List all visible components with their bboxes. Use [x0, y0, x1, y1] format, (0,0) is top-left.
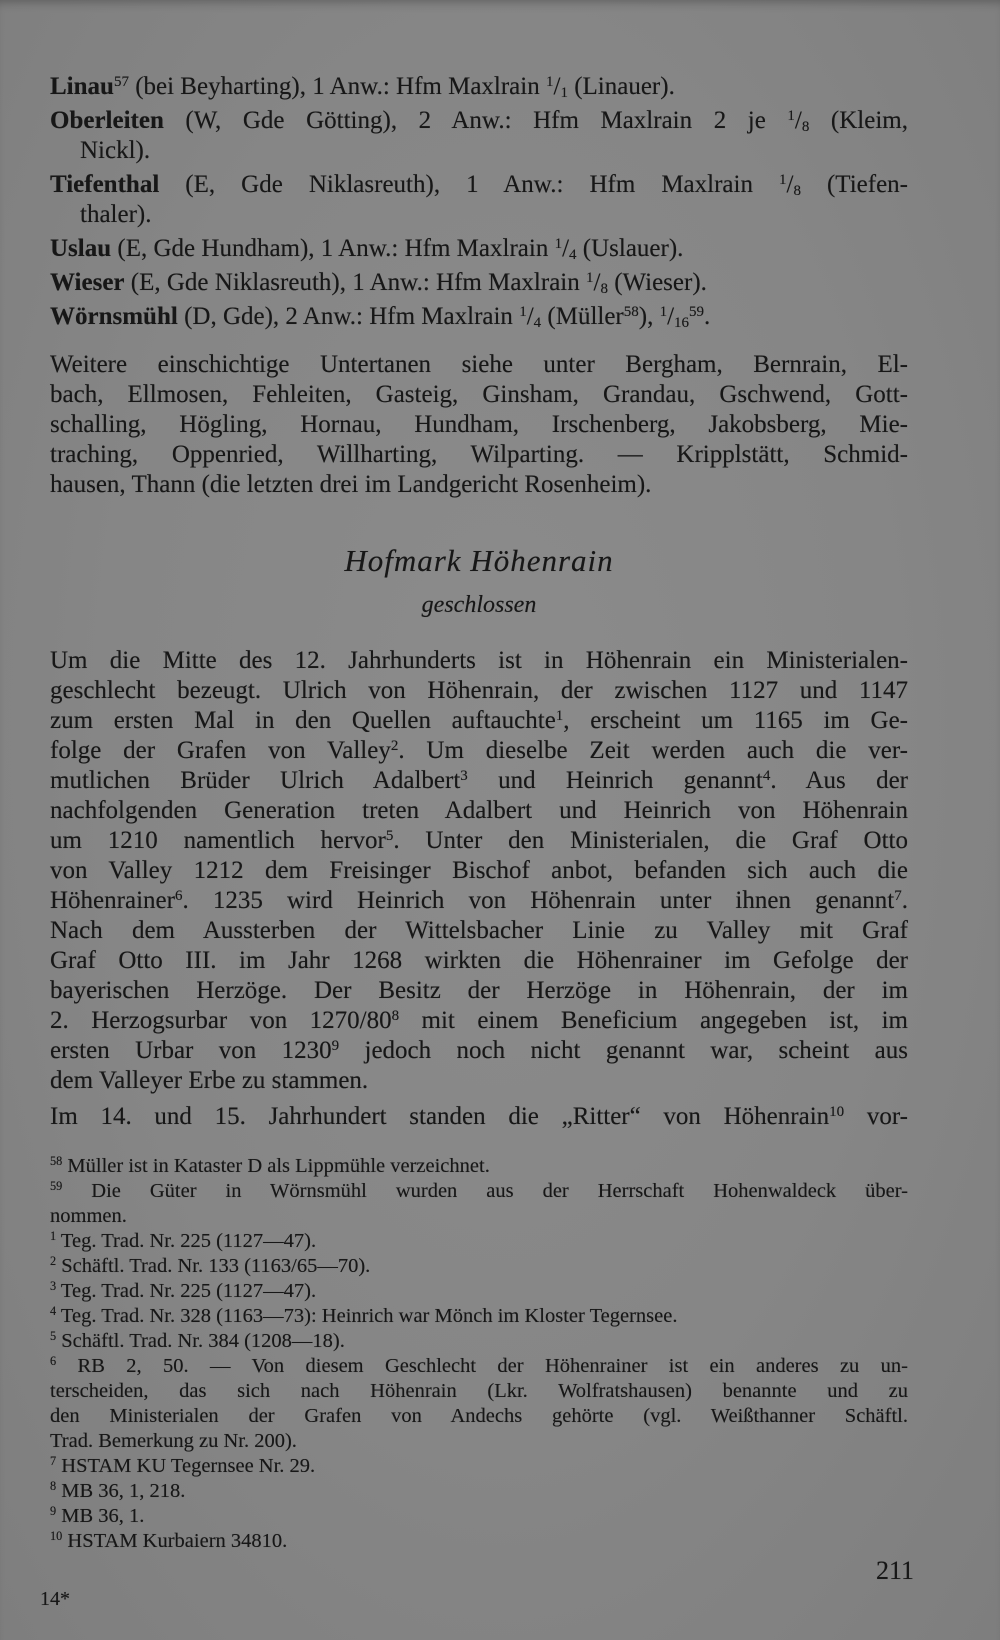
text-line: geschlecht bezeugt. Ulrich von Höhenrain, der zwischen 1127 und 1147 — [50, 677, 908, 704]
text-line: nommen. — [50, 1205, 127, 1227]
text-line: ersten Urbar von 1230$^9$ jedoch noch nicht genannt war, scheint aus — [50, 1037, 908, 1064]
text-line: $^6$ RB 2, 50. — Von diesem Geschlecht der Höhenrainer ist ein anderes zu un- — [50, 1354, 908, 1377]
weitere-paragraph — [50, 350, 908, 500]
text-line: Uslau (E, Gde Hundham), 1 Anw.: Hfm Maxlrain $^1/_4$ (Uslauer). — [50, 235, 684, 263]
footnote — [50, 1279, 908, 1304]
body-paragraph-1 — [50, 646, 908, 1096]
text-line: $^{10}$ HSTAM Kurbaiern 34810. — [50, 1529, 288, 1552]
footnote — [50, 1529, 908, 1554]
footnote — [50, 1304, 908, 1329]
subject-entry — [50, 72, 908, 102]
text-line: 2. Herzogsurbar von $1270/80^8$ mit einem Beneficium angegeben ist, im — [50, 1007, 908, 1034]
signature-mark: 14* — [40, 1588, 70, 1610]
text-line: mutlichen Brüder Ulrich Adalbert$^3$ und Heinrich genannt$^4$. Aus der — [50, 767, 909, 794]
subject-entry — [50, 170, 908, 230]
text-line: Wörnsmühl (D, Gde), 2 Anw.: Hfm Maxlrain $^1/_4$ (Müller$^{58}$), $^1/_{16}^{59}$. — [50, 303, 711, 331]
text-line: nachfolgenden Generation treten Adalbert und Heinrich von Höhenrain — [50, 797, 908, 824]
page-number: 211 — [875, 1556, 914, 1585]
text-line: $^7$ HSTAM KU Tegernsee Nr. 29. — [50, 1454, 316, 1477]
text-line: $^3$ Teg. Trad. Nr. 225 (1127—47). — [50, 1279, 317, 1302]
section-subtitle: geschlossen — [421, 592, 537, 618]
body-paragraph-2 — [50, 1102, 908, 1132]
text-line: $^8$ MB 36, 1, 218. — [50, 1479, 186, 1502]
section-heading-block — [50, 542, 908, 620]
text-line: $^{59}$ Die Güter in Wörnsmühl wurden aus der Herrschaft Hohenwaldeck über- — [50, 1179, 908, 1202]
subject-entry — [50, 234, 908, 264]
footnote — [50, 1504, 908, 1529]
text-line: den Ministerialen der Grafen von Andechs gehörte (vgl. Weißthanner Schäftl. — [50, 1405, 908, 1427]
subject-entry — [50, 302, 908, 332]
footnote — [50, 1229, 908, 1254]
text-line: $^2$ Schäftl. Trad. Nr. 133 (1163/65—70). — [50, 1254, 371, 1277]
text-line: $^9$ MB 36, 1. — [50, 1504, 145, 1527]
text-line: Wieser (E, Gde Niklasreuth), 1 Anw.: Hfm Maxlrain $^1/_8$ (Wieser). — [50, 269, 707, 297]
footnote — [50, 1329, 908, 1354]
footnote — [50, 1254, 908, 1279]
text-line: $^4$ Teg. Trad. Nr. 328 (1163—73): Heinrich war Mönch im Kloster Tegernsee. — [50, 1304, 678, 1327]
text-line: $^5$ Schäftl. Trad. Nr. 384 (1208—18). — [50, 1329, 345, 1352]
footnote — [50, 1479, 908, 1504]
text-line: thaler). — [80, 201, 152, 228]
text-line: $^1$ Teg. Trad. Nr. 225 (1127—47). — [50, 1229, 317, 1252]
text-line: bayerischen Herzöge. Der Besitz der Herzöge in Höhenrain, der im — [50, 977, 908, 1004]
text-line: Weitere einschichtige Untertanen siehe unter Bergham, Bernrain, El- — [50, 351, 908, 378]
text-line: terscheiden, das sich nach Höhenrain (Lkr. Wolfratshausen) benannte und zu — [50, 1380, 908, 1402]
text-line: Oberleiten (W, Gde Götting), 2 Anw.: Hfm Maxlrain 2 je $^1/_8$ (Kleim, — [50, 107, 908, 135]
text-line: schalling, Högling, Hornau, Hundham, Irschenberg, Jakobsberg, Mie- — [50, 411, 908, 438]
text-line: bach, Ellmosen, Fehleiten, Gasteig, Ginsham, Grandau, Gschwend, Gott- — [50, 381, 908, 408]
text-line: zum ersten Mal in den Quellen auftauchte$^1$, erscheint um 1165 im Ge- — [50, 707, 908, 734]
footnote — [50, 1354, 908, 1454]
text-line: $^{58}$ Müller ist in Kataster D als Lippmühle verzeichnet. — [50, 1154, 490, 1177]
text-line: hausen, Thann (die letzten drei im Landgericht Rosenheim). — [50, 471, 652, 498]
text-line: Höhenrainer$^6$. 1235 wird Heinrich von Höhenrain unter ihnen genannt$^7$. — [50, 887, 908, 914]
subject-entries-list — [50, 72, 908, 332]
text-line: dem Valleyer Erbe zu stammen. — [50, 1067, 369, 1094]
subject-entry — [50, 268, 908, 298]
text-line: Trad. Bemerkung zu Nr. 200). — [50, 1430, 297, 1452]
text-line: Nickl). — [80, 137, 151, 164]
text-line: Tiefenthal (E, Gde Niklasreuth), 1 Anw.: Hfm Maxlrain $^1/_8$ (Tiefen- — [50, 171, 908, 199]
footnote — [50, 1454, 908, 1479]
section-title: Hofmark Höhenrain — [344, 543, 614, 578]
text-line: Um die Mitte des 12. Jahrhunderts ist in Höhenrain ein Ministerialen- — [50, 647, 908, 674]
footnote — [50, 1179, 908, 1229]
subject-entry — [50, 106, 908, 166]
text-line: Nach dem Aussterben der Wittelsbacher Linie zu Valley mit Graf — [50, 917, 908, 944]
footnotes — [50, 1154, 908, 1554]
text-line: traching, Oppenried, Willharting, Wilparting. — Kripplstätt, Schmid- — [50, 441, 908, 468]
text-line: von Valley 1212 dem Freisinger Bischof anbot, befanden sich auch die — [50, 857, 908, 884]
text-line: um 1210 namentlich hervor$^5$. Unter den Ministerialen, die Graf Otto — [50, 827, 909, 854]
footnote — [50, 1154, 908, 1179]
text-line: Im 14. und 15. Jahrhundert standen die „Ritter“ von Höhenrain$^{10}$ vor- — [50, 1103, 909, 1130]
text-line: Graf Otto III. im Jahr 1268 wirkten die Höhenrainer im Gefolge der — [50, 947, 908, 974]
text-line: Linau$^{57}$ (bei Beyharting), 1 Anw.: Hfm Maxlrain $^1/_1$ (Linauer). — [50, 73, 675, 101]
text-line: folge der Grafen von Valley$^2$. Um dieselbe Zeit werden auch die ver- — [50, 737, 908, 764]
